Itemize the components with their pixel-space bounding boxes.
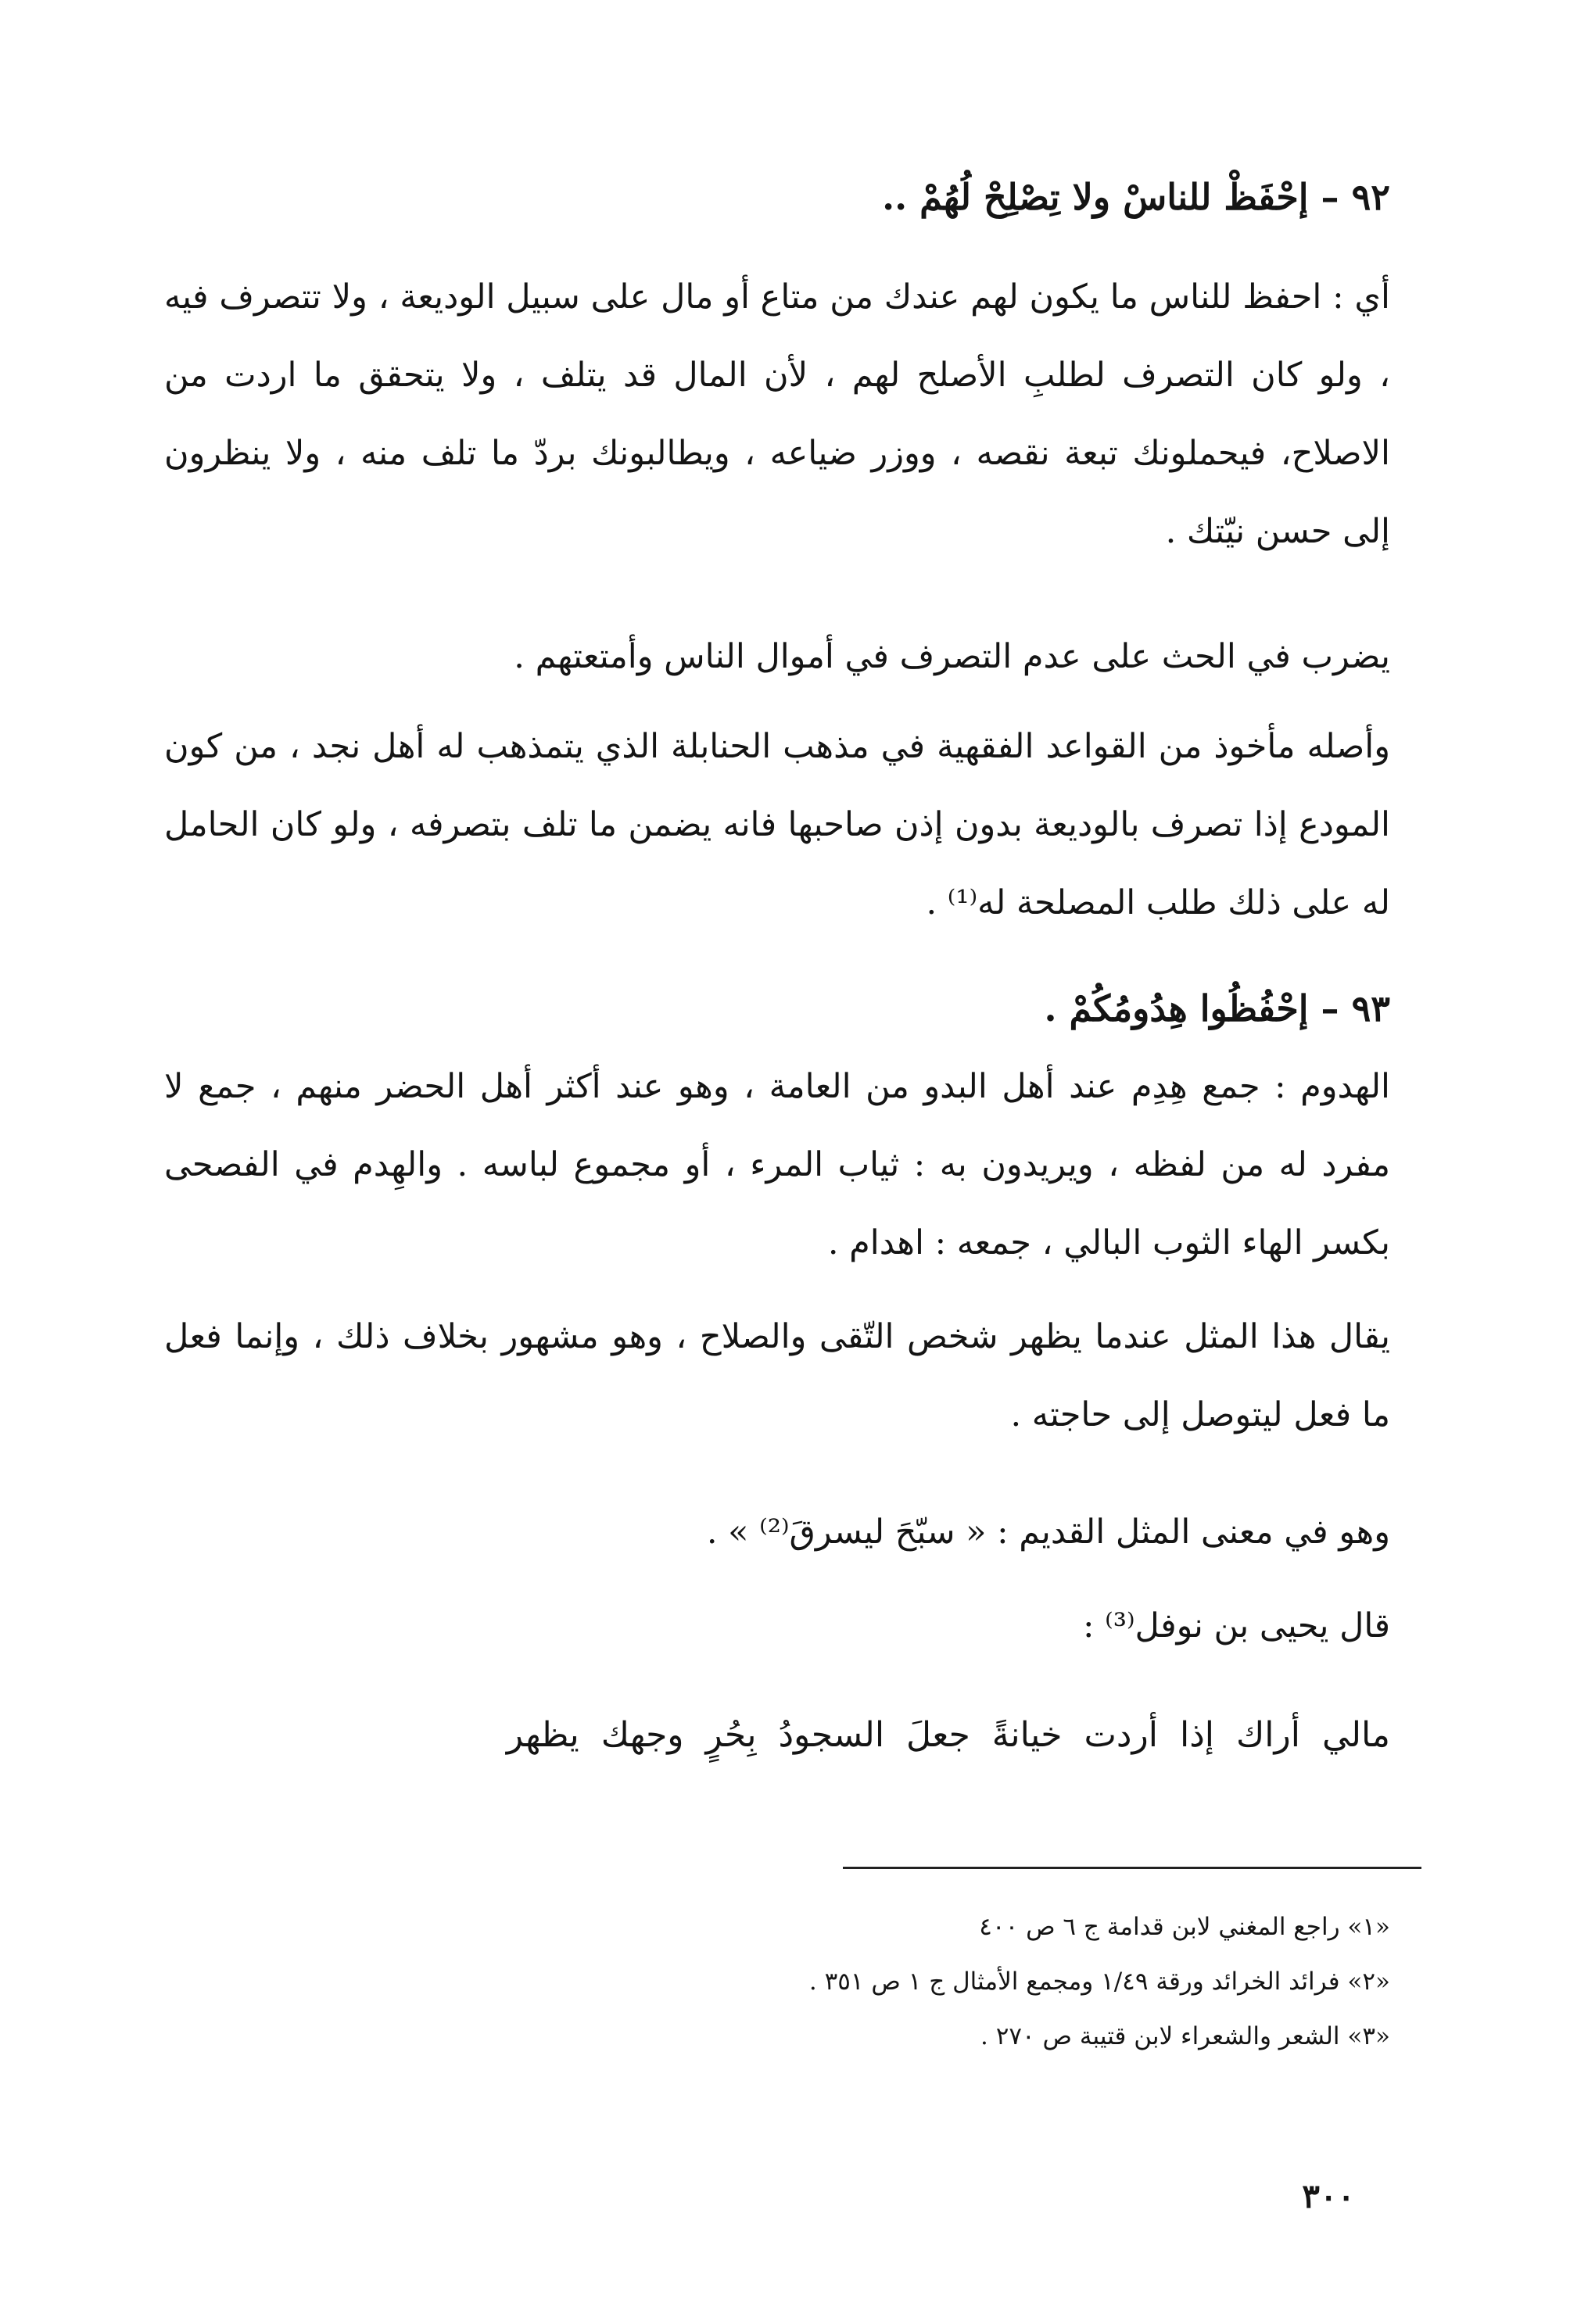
footnote-1: «١» راجع المغني لابن قدامة ج ٦ ص ٤٠٠ [979, 1913, 1390, 1941]
footnote-divider [843, 1867, 1421, 1869]
entry-92-paragraph-2: يضرب في الحث على عدم التصرف في أموال الناس وأمتعتهم . [514, 637, 1390, 676]
entry-93-paragraph-1: الهدوم : جمع هِدِم عند أهل البدو من العامة ، وهو عند أكثر أهل الحضر منهم ، جمع لا مفرد له من لفظه ، ويريدون به : ثياب المرء ، أو مجموع لباسه . والهِدم في الفصحى بكسر الهاء الثوب البالي ، جمعه : اهدام . [164, 1067, 1390, 1262]
entry-heading-92: ٩٢ – إحْفَظْ للناسْ ولا تِصْلِحْ لُهُمْ .. [882, 176, 1390, 218]
entry-93-line-proverb: وهو في معنى المثل القديم : « سبّحَ ليسرقَ⁽²⁾ » . [706, 1513, 1390, 1552]
entry-92-paragraph-3: وأصله مأخوذ من القواعد الفقهية في مذهب الحنابلة الذي يتمذهب له أهل نجد ، من كون المودع إذا تصرف بالوديعة بدون إذن صاحبها فانه يضمن ما تلف بتصرفه ، ولو كان الحامل له على ذلك طلب المصلحة له⁽¹⁾ . [164, 727, 1390, 922]
footnotes [608, 1900, 1390, 2064]
entry-heading-93: ٩٣ – إحْفُظُوا هِدُومُكُمْ . [1044, 987, 1390, 1030]
footnote-3: «٣» الشعر والشعراء لابن قتيبة ص ٢٧٠ . [980, 2022, 1390, 2050]
footnote-2: «٢» فرائد الخرائد ورقة ١/٤٩ ومجمع الأمثال ج ١ ص ٣٥١ . [808, 1968, 1390, 1996]
entry-93-line-poet: قال يحيى بن نوفل⁽³⁾ : [1083, 1606, 1390, 1645]
poem-verse: مالي أراك إذا أردت خيانةً جعلَ السجودُ بِحُرٍ وجهك يظهر [506, 1715, 1390, 1755]
entry-93-paragraph-2: يقال هذا المثل عندما يظهر شخص التّقى والصلاح ، وهو مشهور بخلاف ذلك ، وإنما فعل ما فعل ليتوصل إلى حاجته . [164, 1317, 1390, 1434]
page-number: ٣٠٠ [1302, 2177, 1355, 2215]
entry-92-paragraph-1: أي : احفظ للناس ما يكون لهم عندك من متاع أو مال على سبيل الوديعة ، ولا تتصرف فيه ، ولو كان التصرف لطلبِ الأصلح لهم ، لأن المال قد يتلف ، ولا يتحقق ما اردت من الاصلاح، فيحملونك تبعة نقصه ، ووزر ضياعه ، ويطالبونك بردّ ما تلف منه ، ولا ينظرون إلى حسن نيّتك . [164, 278, 1390, 551]
